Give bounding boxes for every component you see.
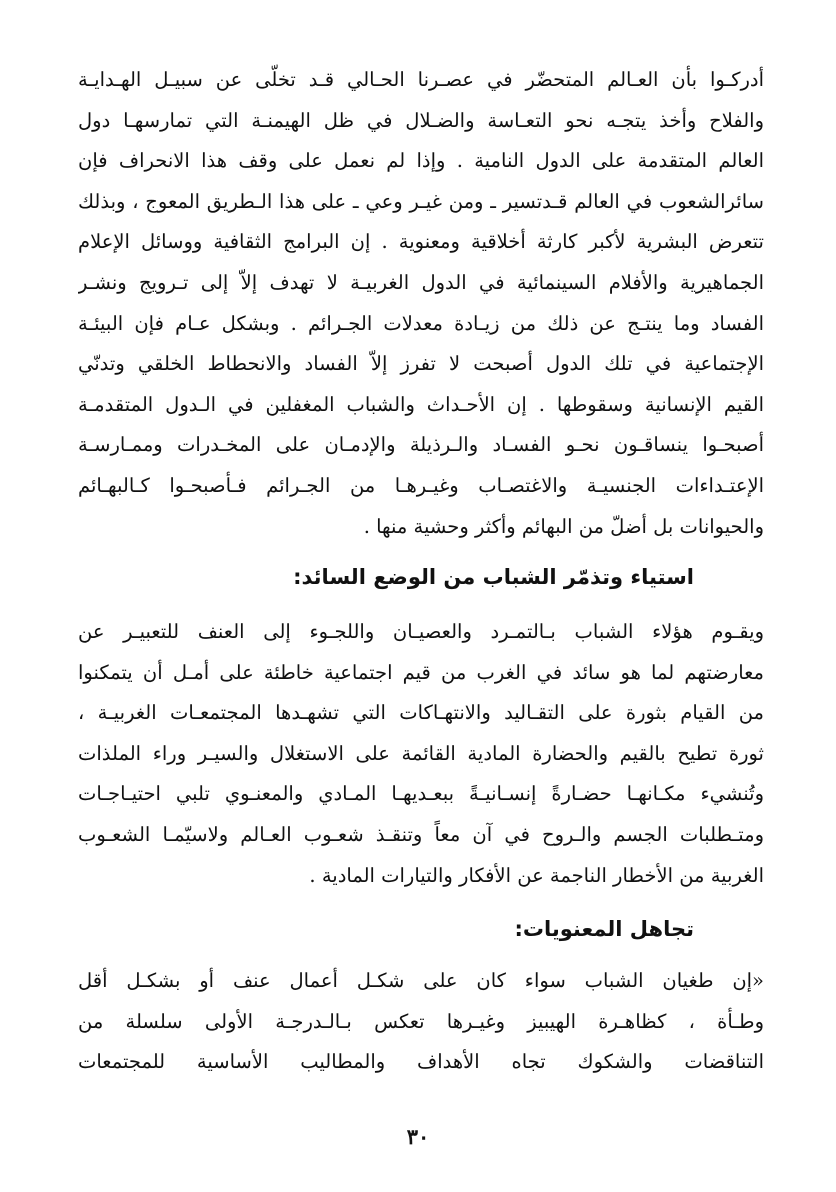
text-line: ويقـوم هؤلاء الشباب بـالتمـرد والعصيـان واللجـوء إلى العنف للتعبيـر عن xyxy=(78,620,764,643)
text-line: ثورة تطيح بالقيم والحضارة المادية القائمة على الاستغلال والسيـر وراء الملذات xyxy=(78,741,764,765)
text-line: الغربية من الأخطار الناجمة عن الأفكار والتيارات المادية . xyxy=(309,863,764,887)
paragraph-1 xyxy=(78,60,764,547)
text-line: العالم المتقدمة على الدول النامية . وإذا لم نعمل على وقف هذا الانحراف فإن xyxy=(78,149,764,173)
section-heading: تجاهل المعنويات: xyxy=(514,917,694,941)
text-line: تتعرض البشرية لأكبر كارثة أخلاقية ومعنوية . إن البرامج الثقافية ووسائل الإعلام xyxy=(78,230,764,254)
text-line: أدركـوا بأن العـالم المتحضّر في عصـرنا الحـالي قـد تخلّى عن سبيـل الهـدايـة xyxy=(78,68,764,91)
text-line: القيم الإنسانية وسقوطها . إن الأحـداث والشباب المغفلين في الـدول المتقدمـة xyxy=(78,392,764,416)
text-line: «إن طغيان الشباب سواء كان على شكـل أعمال عنف أو بشكـل أقل xyxy=(78,969,764,992)
text-line: وطـأة ، كظاهـرة الهيبيز وغيـرها تعكس بـالـدرجـة الأولى سلسلة من xyxy=(78,1009,764,1033)
text-line: من القيام بثورة على التقـاليد والانتهـاكات التي تشهـدها المجتمعـات الغربيـة ، xyxy=(78,701,764,725)
text-line: ومتـطلبات الجسم والـروح في آن معاً وتنقـذ شعـوب العـالم ولاسيّمـا الشعـوب xyxy=(78,822,764,846)
text-line: سائرالشعوب في العالم قـدتسير ـ ومن غيـر وعي ـ على هذا الـطريق المعوج ، وبذلك xyxy=(78,189,764,213)
text-line: الإجتماعية في تلك الدول أصبحت لا تفرز إلاّ الفساد والانحطاط الخلقي وتدنّي xyxy=(78,352,764,376)
text-line: الفساد وما ينتـج عن ذلك من زيـادة معدلات الجـرائم . وبشكل عـام فإن البيئـة xyxy=(78,311,764,335)
text-line: الإعتـداءات الجنسيـة والاغتصـاب وغيـرهـا من الجـرائم فـأصبحـوا كـالبهـائم xyxy=(78,473,764,497)
text-line: الجماهيرية والأفلام السينمائية في الدول الغربيـة لا تهدف إلاّ إلى تـرويج ونشـر xyxy=(78,270,764,294)
text-line: أصبحـوا ينساقـون نحـو الفسـاد والـرذيلة والإدمـان على المخـدرات وممـارسـة xyxy=(78,433,764,457)
text-line: والفلاح وأخذ يتجـه نحو التعـاسة والضـلال في ظل الهيمنـة التي تمارسهـا دول xyxy=(78,108,764,132)
text-line: وتُنشيء مكـانهـا حضـارةً إنسـانيـةً ببعـديهـا المـادي والمعنـوي تلبي احتيـاجـات xyxy=(78,782,764,806)
paragraph-2 xyxy=(78,612,764,896)
text-line: معارضتهم لما هو سائد في الغرب من قيم اجتماعية خاطئة على أمـل أن يتمكنوا xyxy=(78,660,764,684)
text-line: التناقضات والشكوك تجاه الأهداف والمطاليب الأساسية للمجتمعات xyxy=(78,1050,764,1074)
paragraph-3 xyxy=(78,961,764,1083)
text-line: والحيوانات بل أضلّ من البهائم وأكثر وحشية منها . xyxy=(363,514,764,538)
page-number: ٣٠ xyxy=(406,1124,430,1149)
section-heading: استياء وتذمّر الشباب من الوضع السائد: xyxy=(293,565,694,589)
